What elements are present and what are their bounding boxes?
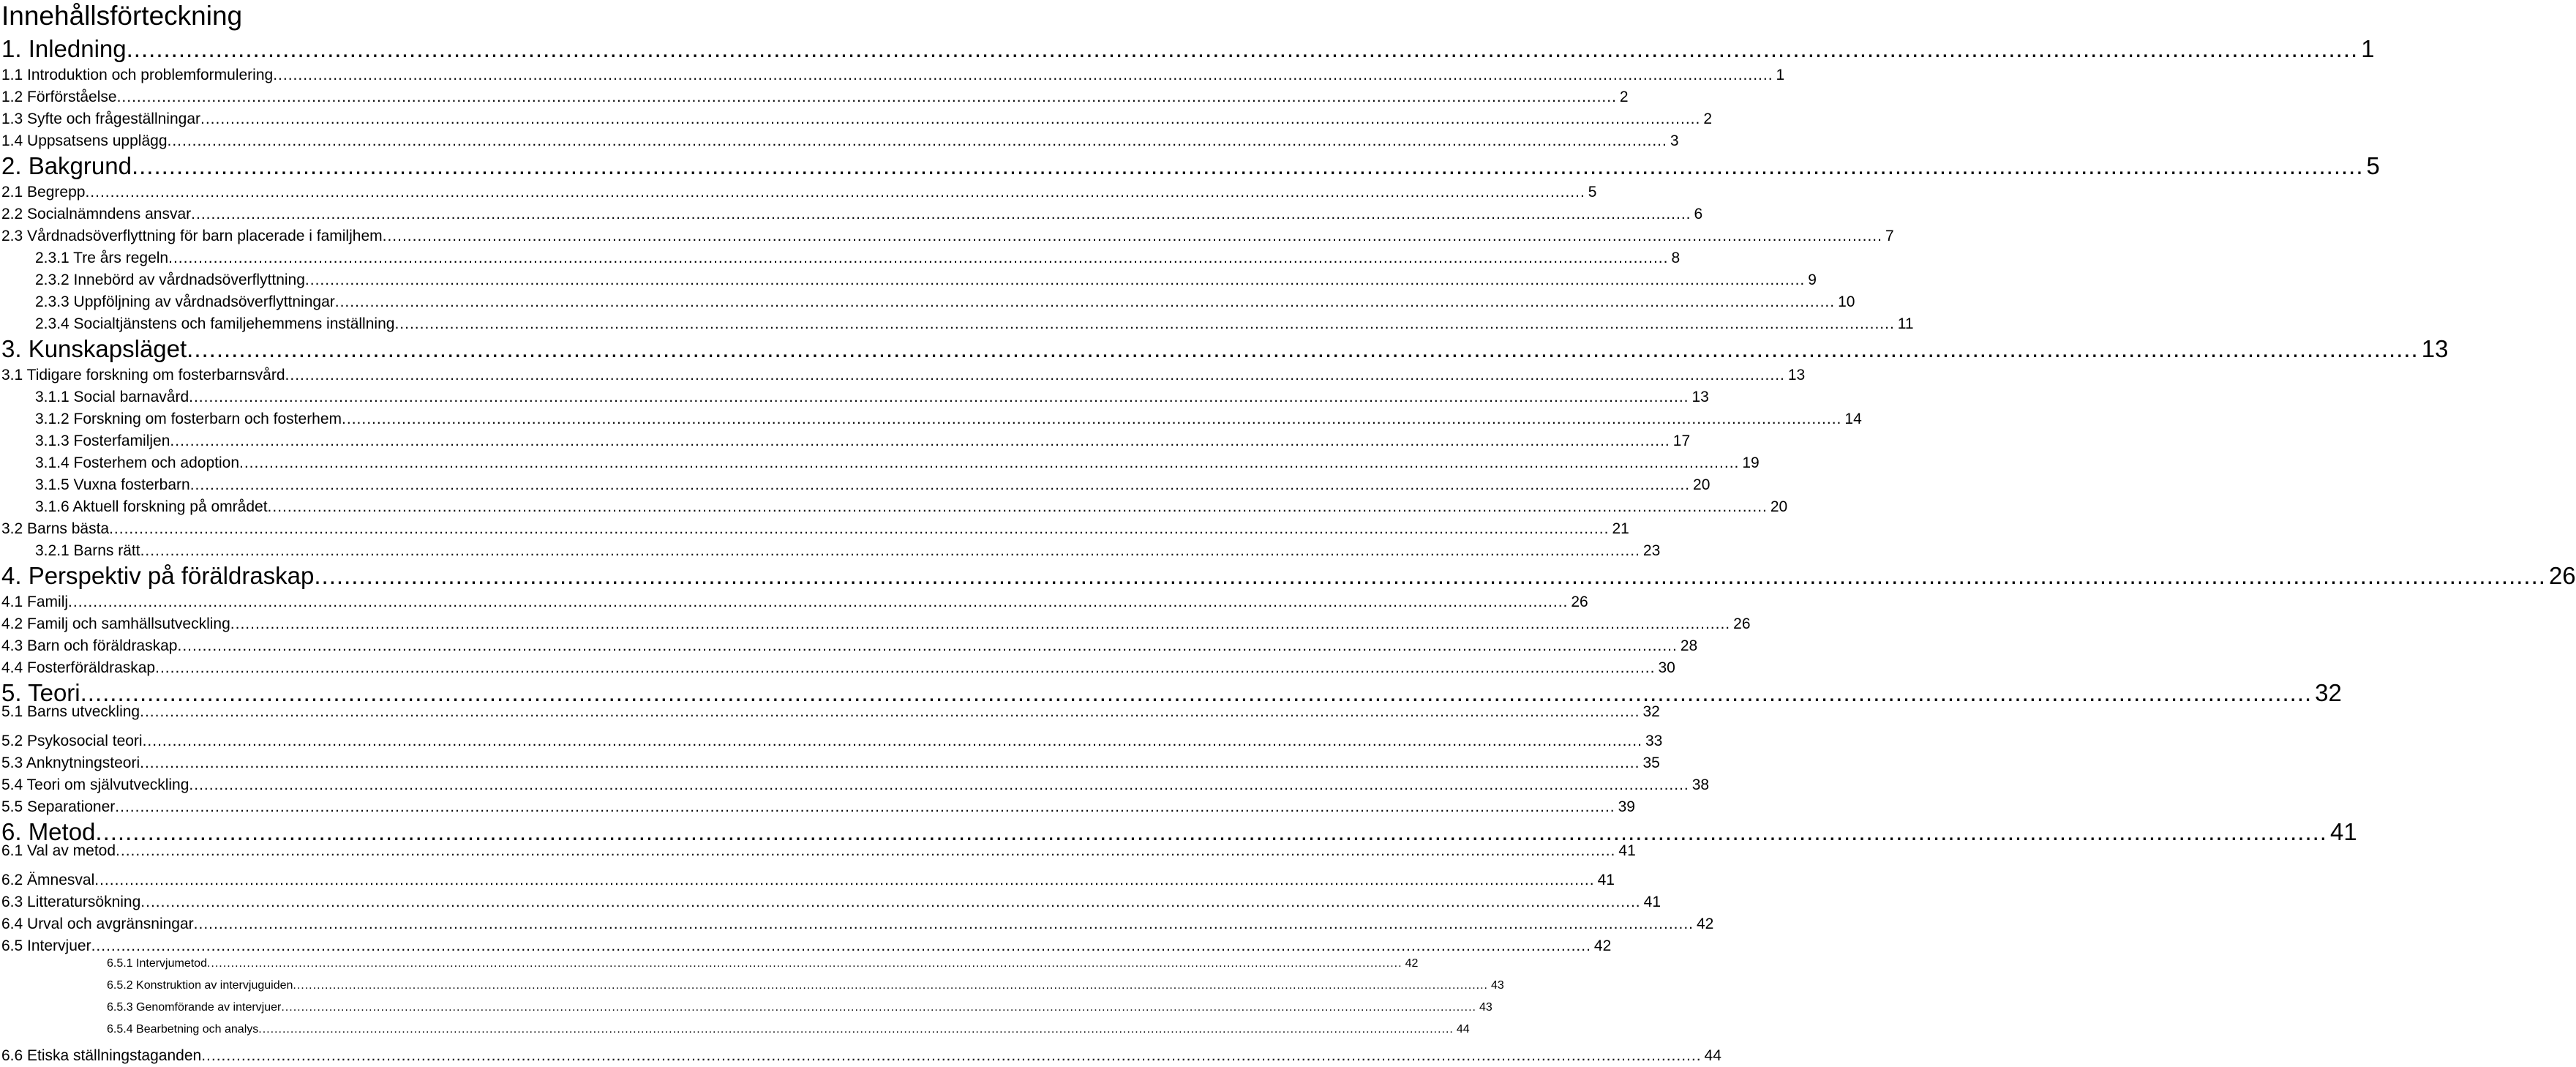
- toc-entry[interactable]: [1, 130, 1679, 152]
- toc-entry-label: 1.4 Uppsatsens upplägg: [1, 132, 168, 149]
- toc-entry-page-number: 43: [1490, 979, 1504, 992]
- toc-dot-leader: ............................................................................................................................................................................................................................................................................................................: [239, 454, 1740, 471]
- toc-entry-page-number: 14: [1844, 411, 1862, 427]
- toc-entry[interactable]: [1, 35, 2375, 63]
- toc-dot-leader: ............................................................................................................................................................................................................................................................................................................: [155, 659, 1656, 676]
- toc-entry[interactable]: [1, 730, 1663, 752]
- toc-entry-page-number: 26: [1733, 615, 1751, 632]
- toc-dot-leader: ............................................................................................................................................................................................................................................................................................................: [189, 776, 1689, 793]
- toc-entry[interactable]: [107, 979, 1504, 992]
- toc-entry-page-number: 9: [1808, 272, 1817, 288]
- toc-entry-page-number: 1: [1776, 67, 1785, 83]
- toc-entry-page-number: 21: [1612, 520, 1629, 537]
- toc-dot-leader: ............................................................................................................................................................................................................................................................................................................: [131, 152, 2364, 179]
- toc-entry-label: 2.3 Vårdnadsöverflyttning för barn placerade i familjhem: [1, 228, 383, 244]
- toc-entry-label: 5.5 Separationer: [1, 798, 116, 815]
- toc-entry-label: 2.2 Socialnämndens ansvar: [1, 206, 192, 222]
- toc-entry-label: 4.2 Familj och samhällsutveckling: [1, 615, 230, 632]
- toc-entry-page-number: 41: [2329, 818, 2357, 845]
- toc-entry[interactable]: [35, 291, 1855, 313]
- toc-dot-leader: ............................................................................................................................................................................................................................................................................................................: [189, 476, 1691, 493]
- toc-entry-page-number: 42: [1593, 937, 1612, 954]
- toc-entry-label: 6. Metod: [1, 818, 96, 845]
- toc-entry-page-number: 5: [2366, 152, 2380, 179]
- toc-entry-page-number: 30: [1658, 659, 1675, 676]
- toc-dot-leader: ............................................................................................................................................................................................................................................................................................................: [140, 542, 1640, 559]
- toc-entry[interactable]: [1, 181, 1597, 203]
- toc-entry-label: 2.3.1 Tre års regeln: [35, 250, 169, 266]
- toc-dot-leader: ............................................................................................................................................................................................................................................................................................................: [200, 111, 1701, 127]
- toc-entry-page-number: 28: [1680, 637, 1698, 654]
- toc-dot-leader: ............................................................................................................................................................................................................................................................................................................: [140, 755, 1640, 771]
- toc-entry-page-number: 41: [1643, 894, 1661, 910]
- toc-entry[interactable]: [1, 225, 1894, 247]
- toc-entry-page-number: 32: [1642, 703, 1660, 720]
- toc-entry-page-number: 11: [1897, 315, 1914, 332]
- toc-dot-leader: ............................................................................................................................................................................................................................................................................................................: [304, 272, 1806, 288]
- toc-entry[interactable]: [35, 496, 1788, 518]
- toc-entry[interactable]: [1, 869, 1615, 891]
- toc-dot-leader: ............................................................................................................................................................................................................................................................................................................: [230, 615, 1731, 632]
- toc-entry[interactable]: [1, 108, 1713, 130]
- toc-dot-leader: ............................................................................................................................................................................................................................................................................................................: [285, 367, 1785, 383]
- toc-entry-page-number: 32: [2315, 679, 2342, 706]
- toc-entry-page-number: 35: [1642, 755, 1660, 771]
- toc-entry-label: 3. Kunskapsläget: [1, 335, 187, 362]
- toc-entry-label: 4.4 Fosterföräldraskap: [1, 659, 156, 676]
- toc-entry-label: 2.1 Begrepp: [1, 184, 86, 201]
- toc-entry-page-number: 20: [1693, 476, 1711, 493]
- toc-entry[interactable]: [1, 152, 2380, 180]
- toc-dot-leader: ............................................................................................................................................................................................................................................................................................................: [394, 315, 1895, 332]
- toc-entry-label: 6.2 Ämnesval: [1, 872, 95, 888]
- toc-dot-leader: ............................................................................................................................................................................................................................................................................................................: [206, 957, 1402, 970]
- toc-dot-leader: ............................................................................................................................................................................................................................................................................................................: [80, 679, 2313, 706]
- toc-entry-label: 6.4 Urval och avgränsningar: [1, 916, 194, 932]
- toc-entry-label: 3.1 Tidigare forskning om fosterbarnsvård: [1, 367, 285, 383]
- toc-entry[interactable]: [35, 540, 1661, 562]
- toc-entry[interactable]: [1, 518, 1629, 540]
- toc-entry-page-number: 26: [1571, 594, 1588, 610]
- toc-dot-leader: ............................................................................................................................................................................................................................................................................................................: [187, 335, 2419, 362]
- toc-entry[interactable]: [35, 313, 1914, 335]
- toc-entry[interactable]: [35, 247, 1681, 269]
- toc-dot-leader: ............................................................................................................................................................................................................................................................................................................: [142, 733, 1642, 749]
- toc-dot-leader: ............................................................................................................................................................................................................................................................................................................: [109, 520, 1610, 537]
- toc-entry[interactable]: [1, 635, 1698, 657]
- toc-entry-label: 5.2 Psykosocial teori: [1, 733, 143, 749]
- toc-entry-page-number: 1: [2361, 35, 2375, 62]
- toc-entry[interactable]: [1, 891, 1661, 913]
- toc-entry-label: 3.2.1 Barns rätt: [35, 542, 140, 559]
- toc-entry-page-number: 41: [1618, 842, 1636, 859]
- toc-entry-page-number: 13: [2421, 335, 2449, 362]
- toc-entry-label: 2.3.4 Socialtjänstens och familjehemmens inställning: [35, 315, 395, 332]
- toc-entry-label: 1.2 Förförståelse: [1, 89, 117, 105]
- toc-entry[interactable]: [1, 64, 1785, 86]
- toc-entry-page-number: 44: [1704, 1047, 1721, 1064]
- toc-entry-label: 2.3.2 Innebörd av vårdnadsöverflyttning: [35, 272, 305, 288]
- toc-entry-page-number: 13: [1787, 367, 1806, 383]
- toc-entry[interactable]: [1, 657, 1675, 679]
- toc-entry[interactable]: [1, 935, 1612, 957]
- toc-entry[interactable]: [1, 203, 1703, 225]
- toc-entry-label: 5.3 Anknytningsteori: [1, 755, 140, 771]
- toc-entry-label: 6.5.1 Intervjumetod: [107, 957, 207, 970]
- toc-entry-page-number: 2: [1619, 89, 1629, 105]
- toc-entry[interactable]: [35, 430, 1691, 452]
- toc-entry-label: 3.1.1 Social barnavård: [35, 389, 189, 405]
- toc-entry[interactable]: [1, 796, 1635, 818]
- toc-entry[interactable]: [1, 752, 1660, 774]
- toc-entry-label: 3.1.6 Aktuell forskning på området: [35, 498, 268, 515]
- toc-entry-page-number: 2: [1703, 111, 1713, 127]
- toc-entry[interactable]: [35, 408, 1862, 430]
- toc-entry[interactable]: [35, 452, 1760, 474]
- toc-dot-leader: ............................................................................................................................................................................................................................................................................................................: [193, 916, 1694, 932]
- toc-dot-leader: ............................................................................................................................................................................................................................................................................................................: [140, 894, 1641, 910]
- toc-entry[interactable]: [107, 957, 1419, 970]
- toc-dot-leader: ............................................................................................................................................................................................................................................................................................................: [189, 389, 1689, 405]
- toc-entry-label: 4.3 Barn och föräldraskap: [1, 637, 178, 654]
- toc-entry-label: 6.5.2 Konstruktion av intervjuguiden: [107, 979, 293, 992]
- toc-entry-page-number: 42: [1405, 957, 1419, 970]
- toc-entry-page-number: 26: [2548, 562, 2576, 589]
- toc-dot-leader: ............................................................................................................................................................................................................................................................................................................: [258, 1023, 1454, 1036]
- toc-entry-label: 6.5.4 Bearbetning och analys: [107, 1023, 259, 1036]
- toc-entry-label: 2. Bakgrund: [1, 152, 132, 179]
- toc-dot-leader: ............................................................................................................................................................................................................................................................................................................: [170, 433, 1670, 449]
- toc-entry-label: 4.1 Familj: [1, 594, 69, 610]
- toc-dot-leader: ............................................................................................................................................................................................................................................................................................................: [334, 293, 1836, 310]
- toc-entry[interactable]: [1, 774, 1710, 796]
- toc-entry[interactable]: [1, 86, 1629, 108]
- toc-entry[interactable]: [35, 269, 1817, 291]
- toc-dot-leader: ............................................................................................................................................................................................................................................................................................................: [94, 872, 1595, 888]
- toc-dot-leader: ............................................................................................................................................................................................................................................................................................................: [126, 35, 2359, 62]
- toc-entry-label: 3.1.4 Fosterhem och adoption: [35, 454, 240, 471]
- toc-dot-leader: ............................................................................................................................................................................................................................................................................................................: [115, 798, 1615, 815]
- toc-entry[interactable]: [1, 840, 1636, 862]
- toc-entry-page-number: 43: [1479, 1001, 1492, 1014]
- toc-entry-label: 6.6 Etiska ställningstaganden: [1, 1047, 202, 1064]
- toc-entry-label: 6.5 Intervjuer: [1, 937, 91, 954]
- toc-entry-page-number: 6: [1694, 206, 1703, 222]
- toc-dot-leader: ............................................................................................................................................................................................................................................................................................................: [382, 228, 1882, 244]
- toc-entry[interactable]: [35, 474, 1711, 496]
- toc-entry-label: 5. Teori: [1, 679, 80, 706]
- toc-dot-leader: ............................................................................................................................................................................................................................................................................................................: [116, 89, 1617, 105]
- toc-entry-page-number: 13: [1691, 389, 1709, 405]
- toc-dot-leader: ............................................................................................................................................................................................................................................................................................................: [267, 498, 1768, 515]
- toc-entry-label: 4. Perspektiv på föräldraskap: [1, 562, 315, 589]
- toc-entry-label: 6.5.3 Genomförande av intervjuer: [107, 1001, 282, 1014]
- toc-entry[interactable]: [1, 701, 1660, 723]
- toc-entry-page-number: 20: [1770, 498, 1788, 515]
- toc-dot-leader: ............................................................................................................................................................................................................................................................................................................: [95, 818, 2327, 845]
- toc-entry-page-number: 3: [1670, 132, 1679, 149]
- toc-entry-label: 3.1.2 Forskning om fosterbarn och fosterhem: [35, 411, 342, 427]
- toc-entry-label: 2.3.3 Uppföljning av vårdnadsöverflyttningar: [35, 293, 335, 310]
- toc-dot-leader: ............................................................................................................................................................................................................................................................................................................: [201, 1047, 1702, 1064]
- toc-entry-page-number: 8: [1671, 250, 1681, 266]
- toc-dot-leader: ............................................................................................................................................................................................................................................................................................................: [68, 594, 1569, 610]
- toc-entry-page-number: 33: [1645, 733, 1663, 749]
- toc-dot-leader: ............................................................................................................................................................................................................................................................................................................: [273, 67, 1773, 83]
- toc-entry-label: 3.2 Barns bästa: [1, 520, 110, 537]
- toc-entry-label: 5.4 Teori om självutveckling: [1, 776, 189, 793]
- toc-entry-label: 6.3 Litteratursökning: [1, 894, 141, 910]
- toc-entry-page-number: 44: [1456, 1023, 1470, 1036]
- toc-entry-label: 3.1.3 Fosterfamiljen: [35, 433, 170, 449]
- toc-dot-leader: ............................................................................................................................................................................................................................................................................................................: [314, 562, 2546, 589]
- toc-dot-leader: ............................................................................................................................................................................................................................................................................................................: [191, 206, 1691, 222]
- toc-entry[interactable]: [35, 386, 1709, 408]
- toc-entry-page-number: 17: [1672, 433, 1691, 449]
- toc-entry[interactable]: [1, 591, 1588, 613]
- toc-entry-label: 1.1 Introduktion och problemformulering: [1, 67, 274, 83]
- toc-dot-leader: ............................................................................................................................................................................................................................................................................................................: [168, 250, 1669, 266]
- toc-entry-label: 5.1 Barns utveckling: [1, 703, 140, 720]
- toc-dot-leader: ............................................................................................................................................................................................................................................................................................................: [91, 937, 1591, 954]
- toc-entry-label: 6.1 Val av metod: [1, 842, 116, 859]
- toc-entry-page-number: 19: [1742, 454, 1760, 471]
- toc-entry-label: 1.3 Syfte och frågeställningar: [1, 111, 200, 127]
- toc-entry-page-number: 7: [1885, 228, 1894, 244]
- toc-entry-label: 1. Inledning: [1, 35, 127, 62]
- toc-entry-page-number: 10: [1838, 293, 1855, 310]
- toc-dot-leader: ............................................................................................................................................................................................................................................................................................................: [116, 842, 1616, 859]
- toc-entry[interactable]: [1, 613, 1751, 635]
- toc-entry-page-number: 42: [1697, 916, 1714, 932]
- toc-entry[interactable]: [1, 364, 1806, 386]
- toc-entry[interactable]: [1, 335, 2449, 363]
- toc-dot-leader: ............................................................................................................................................................................................................................................................................................................: [177, 637, 1678, 654]
- toc-entry[interactable]: [1, 913, 1714, 935]
- page-title: Innehållsförteckning: [1, 1, 243, 31]
- toc-entry[interactable]: [107, 1001, 1492, 1014]
- toc-entry-label: 3.1.5 Vuxna fosterbarn: [35, 476, 190, 493]
- toc-entry-page-number: 39: [1618, 798, 1635, 815]
- toc-dot-leader: ............................................................................................................................................................................................................................................................................................................: [85, 184, 1585, 201]
- toc-entry[interactable]: [107, 1023, 1470, 1036]
- toc-dot-leader: ............................................................................................................................................................................................................................................................................................................: [140, 703, 1640, 720]
- toc-entry-page-number: 23: [1642, 542, 1661, 559]
- toc-entry-page-number: 38: [1691, 776, 1710, 793]
- toc-dot-leader: ............................................................................................................................................................................................................................................................................................................: [293, 979, 1488, 992]
- toc-entry[interactable]: [1, 1045, 1721, 1067]
- toc-entry-page-number: 41: [1597, 872, 1615, 888]
- toc-entry-page-number: 5: [1588, 184, 1597, 201]
- toc-dot-leader: ............................................................................................................................................................................................................................................................................................................: [342, 411, 1842, 427]
- toc-entry[interactable]: [1, 562, 2576, 590]
- toc-dot-leader: ............................................................................................................................................................................................................................................................................................................: [167, 132, 1667, 149]
- toc-dot-leader: ............................................................................................................................................................................................................................................................................................................: [281, 1001, 1476, 1014]
